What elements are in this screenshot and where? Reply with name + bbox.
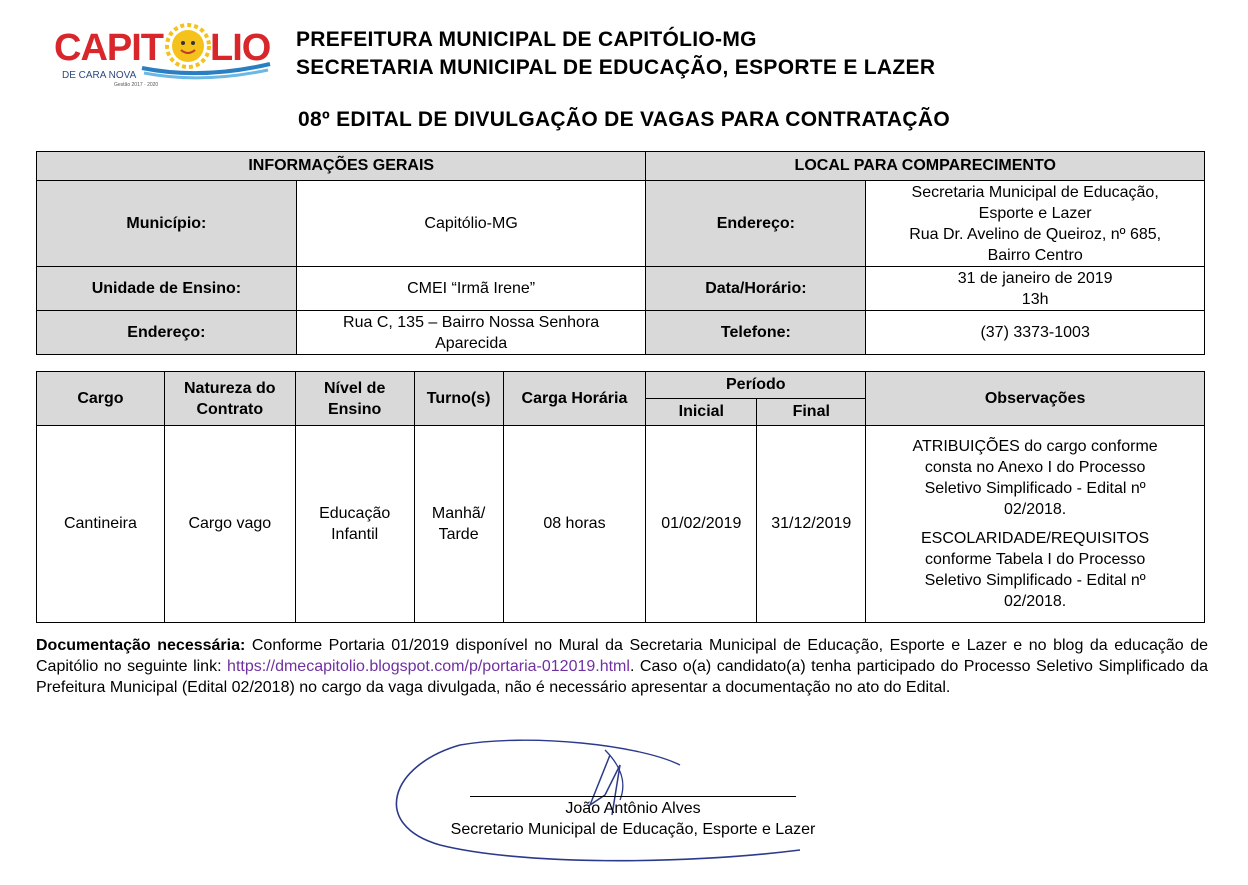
telefone-value: (37) 3373-1003 [866, 311, 1205, 355]
col-observacoes: Observações [866, 372, 1205, 426]
cell-inicial: 01/02/2019 [646, 426, 757, 623]
signature-line [470, 796, 796, 797]
cell-natureza: Cargo vago [164, 426, 295, 623]
general-info-table [36, 151, 1205, 355]
unidade-label: Unidade de Ensino: [37, 267, 297, 311]
col-turno: Turno(s) [414, 372, 503, 426]
endereco-local-label: Endereço: [646, 181, 866, 267]
section-general-info: INFORMAÇÕES GERAIS [37, 152, 646, 181]
col-carga: Carga Horária [503, 372, 646, 426]
col-periodo: Período [646, 372, 866, 399]
cell-observacoes [866, 426, 1205, 623]
endereco-unidade-value: Rua C, 135 – Bairro Nossa Senhora Aparecida [296, 311, 646, 355]
cell-carga: 08 horas [503, 426, 646, 623]
col-nivel: Nível de Ensino [295, 372, 414, 426]
cell-cargo: Cantineira [37, 426, 165, 623]
endereco-local-value: Secretaria Municipal de Educação, Esporte e Lazer Rua Dr. Avelino de Queiroz, nº 685, Bairro Centro [866, 181, 1205, 267]
section-local: LOCAL PARA COMPARECIMENTO [646, 152, 1205, 181]
signatory-role: Secretario Municipal de Educação, Esporte e Lazer [450, 821, 816, 838]
endereco-unidade-label: Endereço: [37, 311, 297, 355]
header-secretaria: SECRETARIA MUNICIPAL DE EDUCAÇÃO, ESPORTE E LAZER [296, 56, 936, 79]
municipio-value: Capitólio-MG [296, 181, 646, 267]
municipio-label: Município: [37, 181, 297, 267]
telefone-label: Telefone: [646, 311, 866, 355]
obs-escolaridade: ESCOLARIDADE/REQUISITOS conforme Tabela I do Processo Seletivo Simplificado - Edital nº 02/2018. [921, 530, 1150, 610]
svg-text:LIO: LIO [210, 27, 271, 69]
page-title: 08º EDITAL DE DIVULGAÇÃO DE VAGAS PARA CONTRATAÇÃO [298, 108, 950, 131]
sun-icon [167, 25, 209, 67]
col-final: Final [757, 399, 866, 426]
documentation-paragraph: Documentação necessária: Conforme Portaria 01/2019 disponível no Mural da Secretaria Municipal de Educação, Esporte e Lazer e no blog da educação de Capitólio no seguinte link: https://dmecapitolio.blogspot.com/p/portaria-012019.html. Caso o(a) candidato(a) tenha participado do Processo Seletivo Simplificado da Prefeitura Municipal (Edital 02/2018) no cargo da vaga divulgada, não é necessário apresentar a documentação no ato do Edital. [36, 637, 1209, 696]
col-natureza: Natureza do Contrato [164, 372, 295, 426]
signatory-name: João Antônio Alves [565, 800, 701, 817]
cell-final: 31/12/2019 [757, 426, 866, 623]
svg-text:CAPIT: CAPIT [54, 27, 163, 69]
data-horario-value: 31 de janeiro de 2019 13h [866, 267, 1205, 311]
logo-tagline: DE CARA NOVA [62, 70, 137, 81]
cell-turno: Manhã/ Tarde [414, 426, 503, 623]
portaria-link[interactable]: https://dmecapitolio.blogspot.com/p/portaria-012019.html [227, 658, 630, 675]
svg-text:Gestão 2017 · 2020: Gestão 2017 · 2020 [114, 82, 159, 88]
cell-nivel: Educação Infantil [295, 426, 414, 623]
documentation-label: Documentação necessária: [36, 637, 246, 654]
vacancies-table [36, 371, 1205, 623]
col-cargo: Cargo [37, 372, 165, 426]
obs-atribuicoes: ATRIBUIÇÕES do cargo conforme consta no Anexo I do Processo Seletivo Simplificado - Edital nº 02/2018. [912, 438, 1158, 518]
header-prefeitura: PREFEITURA MUNICIPAL DE CAPITÓLIO-MG [296, 28, 757, 51]
capitolio-logo [52, 18, 274, 88]
table-row [37, 426, 1205, 623]
col-inicial: Inicial [646, 399, 757, 426]
data-horario-label: Data/Horário: [646, 267, 866, 311]
unidade-value: CMEI “Irmã Irene” [296, 267, 646, 311]
